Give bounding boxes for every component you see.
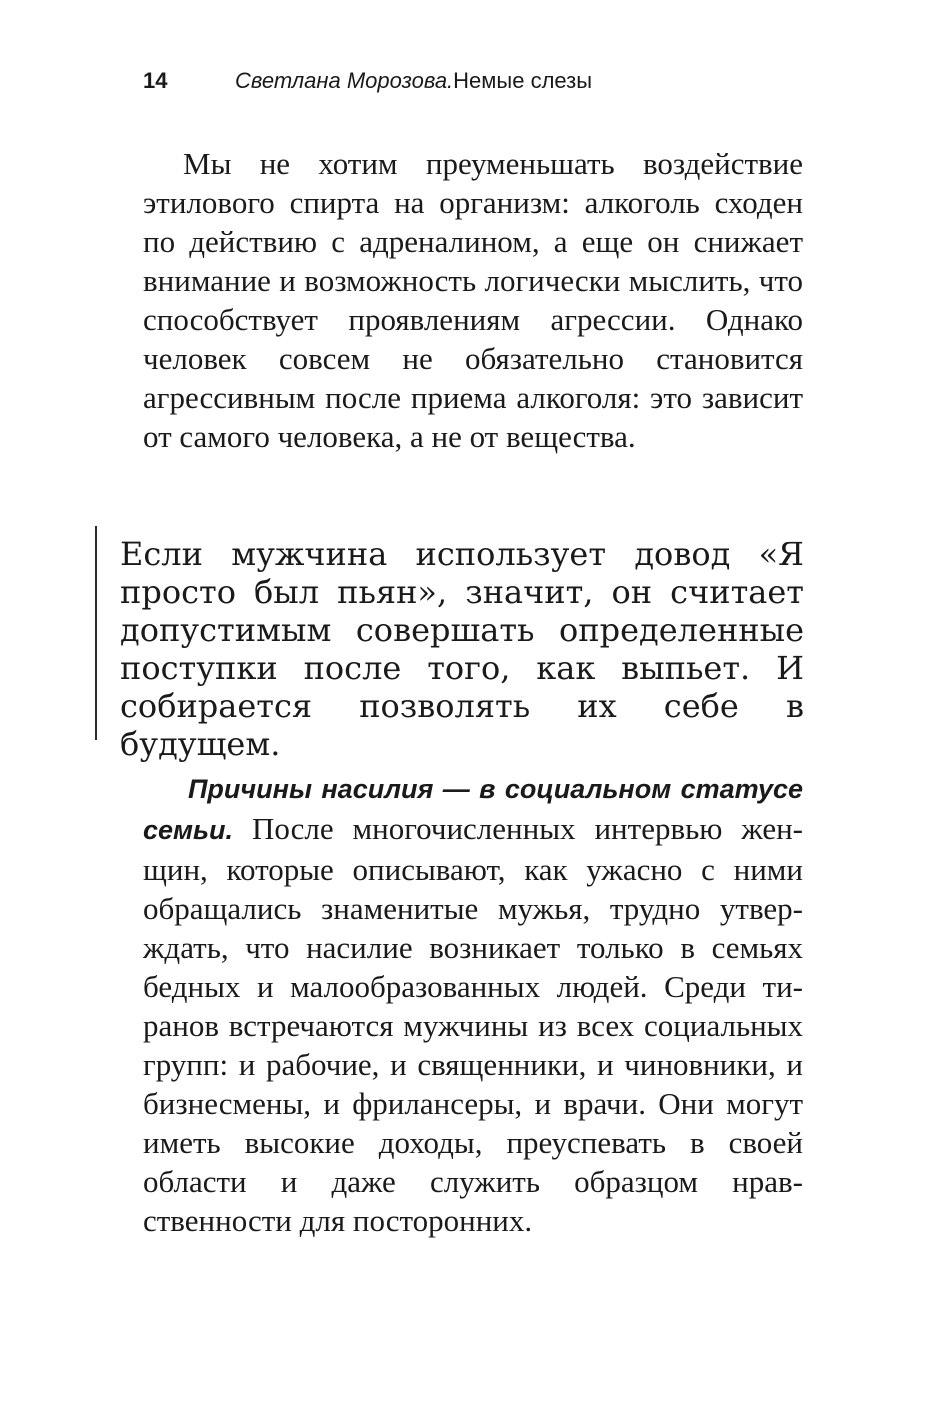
- book-title: Немые слезы: [453, 68, 593, 93]
- author-name: Светлана Морозова.: [235, 68, 454, 93]
- paragraph-lead-in: Причины насилия — в социальном статусе семьи.: [143, 774, 803, 845]
- pull-quote-rule: [95, 526, 97, 740]
- running-header: [143, 64, 823, 98]
- paragraph-social-status: [143, 768, 803, 1240]
- pull-quote-text: Если мужчина использует довод «Я просто был пьян», значит, он считает допустимым совершать определенные поступки после того, как выпьет. И собирается позволять их себе в будущем.: [120, 535, 804, 763]
- paragraph-body: После многочисленных интервью женщин, которые описывают, как ужасно с ними обращались знаменитые мужья, трудно утверждать, что насилие возникает только в семьях бедных и малообразованных людей. Среди тиранов встречаются мужчины из всех социальных групп: и рабочие, и священники, и чиновники, и бизнесмены, и фрилансеры, и врачи. Они могут иметь высокие доходы, преуспевать в своей области и даже служить образцом нравственности для посторонних.: [143, 811, 803, 1238]
- pull-quote: [95, 526, 807, 763]
- page-number: 14: [143, 68, 168, 93]
- paragraph-alcohol: Мы не хотим преуменьшать воздействие этилового спирта на организм: алкоголь сходен по действию с адреналином, а еще он снижает внимание и возможность логически мыслить, что способствует проявлениям агрессии. Однако человек совсем не обязательно становится агрессивным после приема алкоголя: это зависит от самого человека, а не от вещества.: [143, 146, 803, 454]
